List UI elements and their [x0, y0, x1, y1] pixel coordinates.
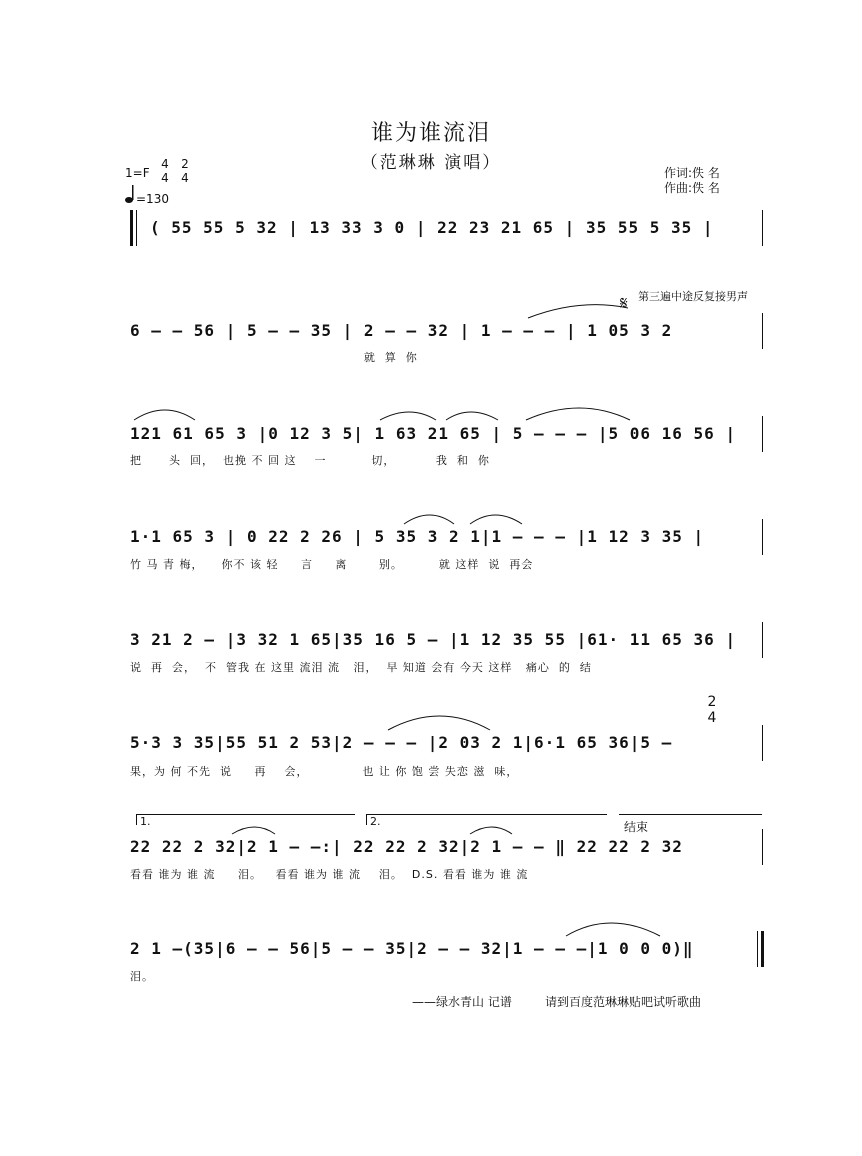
slur-line8	[566, 923, 660, 936]
lyrics-line-3: 把 头 回， 也挽 不 回 这 一 切， 我 和 你	[130, 454, 490, 467]
segno-note: 第三遍中途反复接男声	[638, 290, 748, 303]
volta-2-label: 2.	[370, 815, 381, 828]
music-line-4: 1·1 65 3 | 0 22 2 26 | 5 35 3 2 1|1 – – – |1 12 3 35 |	[130, 527, 705, 546]
lyrics-line-2: 就 算 你	[130, 351, 418, 364]
music-line-2: 6 – – 56 | 5 – – 35 | 2 – – 32 | 1 – – – | 1 05 3 2	[130, 321, 673, 340]
slur-line7-a	[232, 827, 275, 834]
tempo-marking: =130	[136, 192, 169, 206]
volta-1-label: 1.	[140, 815, 151, 828]
slur-line3-c	[446, 412, 498, 420]
slur-line4-b	[470, 515, 522, 524]
music-line-7: 22 22 2 32|2 1 – –:| 22 22 2 32|2 1 – – ‖ 22 22 2 32	[130, 837, 683, 856]
music-line-3: 121 61 65 3 |0 12 3 5| 1 63 21 65 | 5 – – – |5 06 16 56 |	[130, 424, 737, 443]
key-signature: 1=F	[125, 166, 150, 180]
lyrics-line-8: 泪。	[130, 970, 154, 983]
transcriber-credit: ——绿水青山 记谱	[412, 995, 512, 1009]
slur-line3-d	[526, 408, 630, 420]
slur-line3-b	[380, 412, 436, 420]
time-signature-a: 4 4	[161, 157, 169, 185]
music-line-5: 3 21 2 – |3 32 1 65|35 16 5 – |1 12 35 55 |61· 11 65 36 |	[130, 630, 737, 649]
music-line-6: 5·3 3 35|55 51 2 53|2 – – – |2 03 2 1|6·1 65 36|5 –	[130, 733, 673, 752]
composer: 作曲:佚 名	[664, 181, 720, 195]
slur-line3-a	[134, 410, 195, 420]
segno-icon: 𝄋	[620, 293, 628, 314]
song-title: 谁为谁流泪	[370, 121, 491, 146]
listen-note: 请到百度范琳琳贴吧试听歌曲	[545, 995, 702, 1009]
slur-line2	[528, 305, 628, 318]
time-change: 2 4	[707, 694, 717, 726]
lyrics-line-5: 说 再 会， 不 管我 在 这里 流泪 流 泪， 早 知道 会有 今天 这样 痛心 的 结	[130, 661, 592, 674]
lyrics-line-6: 果，为 何 不先 说 再 会， 也 让 你 饱 尝 失恋 滋 味，	[130, 765, 519, 778]
lyrics-line-7: 看看 谁为 谁 流 泪。 看看 谁为 谁 流 泪。 D.S. 看看 谁为 谁 流	[130, 868, 529, 881]
lyricist: 作词:佚 名	[664, 166, 720, 180]
slur-line6	[388, 716, 490, 730]
lyrics-line-4: 竹 马 青 梅， 你不 该 轻 言 离 别。 就 这样 说 再会	[130, 558, 534, 571]
end-label: 结束	[624, 820, 649, 834]
song-subtitle: （范琳琳 演唱）	[360, 153, 502, 173]
slur-line4-a	[404, 515, 454, 524]
music-line-8: 2 1 –(35|6 – – 56|5 – – 35|2 – – 32|1 – – –|1 0 0 0)‖	[130, 939, 694, 958]
music-line-1: ( 55 55 5 32 | 13 33 3 0 | 22 23 21 65 | 35 55 5 35 |	[150, 218, 714, 237]
slur-line7-b	[470, 827, 512, 834]
time-signature-b: 2 4	[181, 157, 189, 185]
